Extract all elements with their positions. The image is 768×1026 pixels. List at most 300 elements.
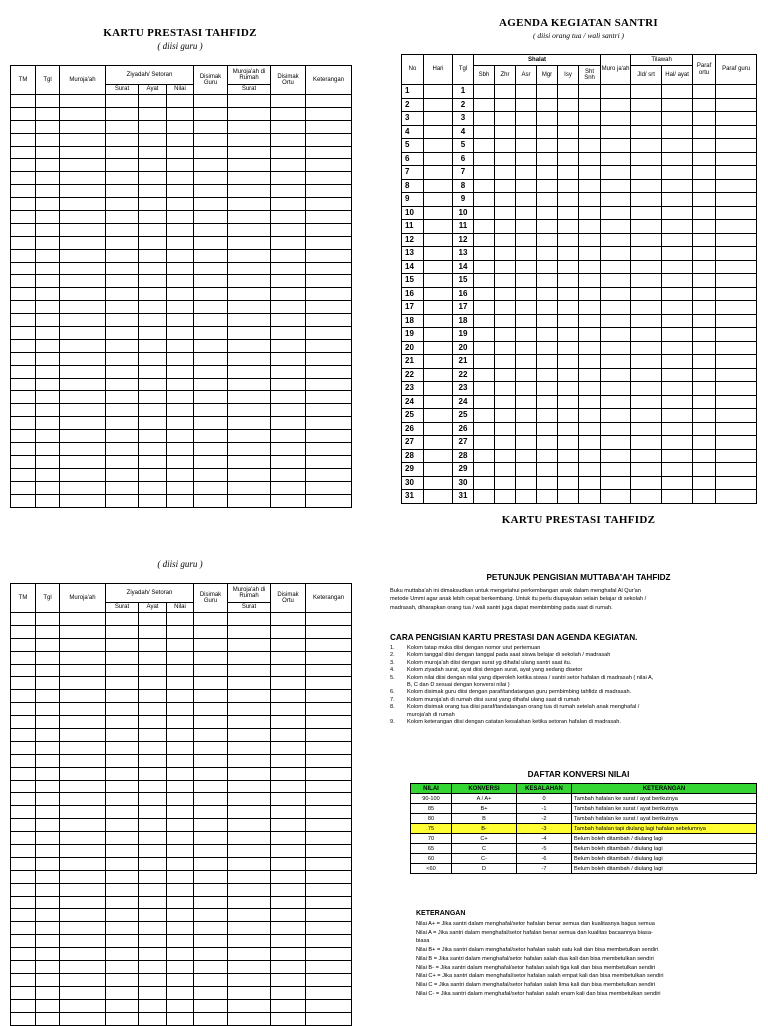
table-cell[interactable] <box>271 651 306 664</box>
agenda-cell[interactable] <box>601 220 631 234</box>
agenda-cell[interactable] <box>662 220 693 234</box>
table-cell[interactable] <box>60 638 106 651</box>
table-cell[interactable] <box>194 198 228 211</box>
table-cell[interactable] <box>36 741 60 754</box>
table-cell[interactable] <box>60 468 106 481</box>
table-cell[interactable] <box>11 690 36 703</box>
table-cell[interactable] <box>11 793 36 806</box>
table-cell[interactable] <box>194 327 228 340</box>
table-cell[interactable] <box>167 404 194 417</box>
table-cell[interactable] <box>139 301 167 314</box>
table-cell[interactable] <box>228 468 271 481</box>
table-cell[interactable] <box>36 690 60 703</box>
table-cell[interactable] <box>60 741 106 754</box>
agenda-cell[interactable] <box>474 166 495 180</box>
table-cell[interactable] <box>167 391 194 404</box>
table-cell[interactable] <box>36 249 60 262</box>
table-cell[interactable] <box>36 793 60 806</box>
table-cell[interactable] <box>11 339 36 352</box>
table-cell[interactable] <box>167 172 194 185</box>
agenda-cell[interactable] <box>579 463 601 477</box>
table-cell[interactable] <box>194 1012 228 1025</box>
table-cell[interactable] <box>194 223 228 236</box>
table-cell[interactable] <box>36 159 60 172</box>
agenda-cell[interactable] <box>474 179 495 193</box>
table-cell[interactable] <box>228 806 271 819</box>
table-cell[interactable] <box>306 741 352 754</box>
table-cell[interactable] <box>271 896 306 909</box>
table-cell[interactable] <box>167 857 194 870</box>
table-cell[interactable] <box>271 120 306 133</box>
agenda-cell[interactable] <box>558 476 579 490</box>
agenda-cell[interactable] <box>537 301 558 315</box>
agenda-cell[interactable] <box>693 368 716 382</box>
table-cell[interactable] <box>106 857 139 870</box>
agenda-cell[interactable] <box>693 193 716 207</box>
table-cell[interactable] <box>194 793 228 806</box>
table-cell[interactable] <box>139 327 167 340</box>
agenda-cell[interactable] <box>662 301 693 315</box>
table-cell[interactable] <box>271 793 306 806</box>
agenda-cell[interactable] <box>631 463 662 477</box>
agenda-cell[interactable] <box>474 314 495 328</box>
table-cell[interactable] <box>228 365 271 378</box>
table-cell[interactable] <box>194 249 228 262</box>
table-cell[interactable] <box>60 211 106 224</box>
agenda-cell[interactable] <box>516 449 537 463</box>
agenda-cell[interactable] <box>558 287 579 301</box>
agenda-cell[interactable] <box>693 382 716 396</box>
table-cell[interactable] <box>139 883 167 896</box>
agenda-cell[interactable] <box>516 341 537 355</box>
table-cell[interactable] <box>139 961 167 974</box>
agenda-cell[interactable] <box>579 206 601 220</box>
table-cell[interactable] <box>106 741 139 754</box>
agenda-cell[interactable] <box>537 287 558 301</box>
agenda-cell[interactable] <box>495 206 516 220</box>
table-cell[interactable] <box>60 133 106 146</box>
table-cell[interactable] <box>194 729 228 742</box>
table-cell[interactable] <box>167 948 194 961</box>
agenda-cell[interactable] <box>601 395 631 409</box>
agenda-cell[interactable] <box>601 247 631 261</box>
table-cell[interactable] <box>228 883 271 896</box>
table-cell[interactable] <box>194 95 228 108</box>
agenda-cell[interactable] <box>693 314 716 328</box>
table-cell[interactable] <box>11 986 36 999</box>
agenda-cell[interactable] <box>601 193 631 207</box>
table-cell[interactable] <box>194 481 228 494</box>
agenda-cell[interactable] <box>537 152 558 166</box>
agenda-cell[interactable] <box>693 112 716 126</box>
table-cell[interactable] <box>11 95 36 108</box>
agenda-cell[interactable] <box>579 341 601 355</box>
table-cell[interactable] <box>271 664 306 677</box>
table-cell[interactable] <box>106 948 139 961</box>
agenda-cell[interactable] <box>495 112 516 126</box>
table-cell[interactable] <box>228 896 271 909</box>
agenda-cell[interactable] <box>516 193 537 207</box>
table-cell[interactable] <box>60 909 106 922</box>
agenda-cell[interactable] <box>474 85 495 99</box>
agenda-cell[interactable] <box>631 449 662 463</box>
table-cell[interactable] <box>271 625 306 638</box>
table-cell[interactable] <box>271 95 306 108</box>
table-cell[interactable] <box>36 494 60 507</box>
agenda-cell[interactable] <box>693 449 716 463</box>
table-cell[interactable] <box>139 729 167 742</box>
table-cell[interactable] <box>36 95 60 108</box>
table-cell[interactable] <box>60 236 106 249</box>
table-cell[interactable] <box>11 404 36 417</box>
table-cell[interactable] <box>60 986 106 999</box>
table-cell[interactable] <box>194 613 228 626</box>
agenda-cell[interactable] <box>579 233 601 247</box>
agenda-cell[interactable] <box>662 490 693 504</box>
table-cell[interactable] <box>106 391 139 404</box>
agenda-cell[interactable] <box>558 233 579 247</box>
table-cell[interactable] <box>271 870 306 883</box>
table-cell[interactable] <box>139 236 167 249</box>
agenda-cell[interactable] <box>693 301 716 315</box>
table-cell[interactable] <box>139 275 167 288</box>
table-cell[interactable] <box>139 417 167 430</box>
agenda-cell[interactable] <box>662 476 693 490</box>
table-cell[interactable] <box>167 754 194 767</box>
table-cell[interactable] <box>271 275 306 288</box>
agenda-cell[interactable] <box>474 476 495 490</box>
agenda-cell[interactable] <box>495 220 516 234</box>
table-cell[interactable] <box>271 146 306 159</box>
table-cell[interactable] <box>228 314 271 327</box>
table-cell[interactable] <box>60 935 106 948</box>
agenda-cell[interactable] <box>495 139 516 153</box>
table-cell[interactable] <box>36 806 60 819</box>
table-cell[interactable] <box>194 845 228 858</box>
table-cell[interactable] <box>228 716 271 729</box>
table-cell[interactable] <box>60 677 106 690</box>
table-cell[interactable] <box>306 275 352 288</box>
agenda-cell[interactable] <box>716 490 757 504</box>
agenda-cell[interactable] <box>662 368 693 382</box>
agenda-cell[interactable] <box>631 355 662 369</box>
agenda-cell[interactable] <box>716 247 757 261</box>
table-cell[interactable] <box>167 159 194 172</box>
table-cell[interactable] <box>139 391 167 404</box>
agenda-cell[interactable] <box>537 193 558 207</box>
table-cell[interactable] <box>36 314 60 327</box>
table-cell[interactable] <box>167 417 194 430</box>
table-cell[interactable] <box>271 107 306 120</box>
agenda-cell[interactable] <box>601 260 631 274</box>
table-cell[interactable] <box>106 301 139 314</box>
table-cell[interactable] <box>167 95 194 108</box>
table-cell[interactable] <box>36 211 60 224</box>
table-cell[interactable] <box>306 986 352 999</box>
table-cell[interactable] <box>139 146 167 159</box>
table-cell[interactable] <box>228 703 271 716</box>
table-cell[interactable] <box>60 922 106 935</box>
agenda-cell[interactable] <box>631 233 662 247</box>
table-cell[interactable] <box>228 172 271 185</box>
agenda-cell[interactable] <box>558 436 579 450</box>
table-cell[interactable] <box>306 146 352 159</box>
table-cell[interactable] <box>271 703 306 716</box>
table-cell[interactable] <box>139 677 167 690</box>
table-cell[interactable] <box>60 404 106 417</box>
table-cell[interactable] <box>194 288 228 301</box>
table-cell[interactable] <box>306 845 352 858</box>
agenda-cell[interactable] <box>693 85 716 99</box>
agenda-cell[interactable] <box>662 328 693 342</box>
table-cell[interactable] <box>106 767 139 780</box>
agenda-cell[interactable] <box>474 139 495 153</box>
table-cell[interactable] <box>36 677 60 690</box>
agenda-cell[interactable] <box>662 382 693 396</box>
table-cell[interactable] <box>60 494 106 507</box>
table-cell[interactable] <box>139 870 167 883</box>
agenda-cell[interactable] <box>495 125 516 139</box>
table-cell[interactable] <box>11 352 36 365</box>
agenda-cell[interactable] <box>474 112 495 126</box>
table-cell[interactable] <box>271 973 306 986</box>
agenda-cell[interactable] <box>631 328 662 342</box>
table-cell[interactable] <box>306 613 352 626</box>
agenda-cell[interactable] <box>424 476 453 490</box>
agenda-cell[interactable] <box>693 436 716 450</box>
table-cell[interactable] <box>306 133 352 146</box>
table-cell[interactable] <box>36 870 60 883</box>
table-cell[interactable] <box>106 211 139 224</box>
agenda-cell[interactable] <box>716 409 757 423</box>
table-cell[interactable] <box>139 780 167 793</box>
agenda-cell[interactable] <box>579 260 601 274</box>
agenda-cell[interactable] <box>474 490 495 504</box>
table-cell[interactable] <box>60 481 106 494</box>
table-cell[interactable] <box>167 935 194 948</box>
table-cell[interactable] <box>306 1012 352 1025</box>
agenda-cell[interactable] <box>537 139 558 153</box>
agenda-cell[interactable] <box>495 382 516 396</box>
table-cell[interactable] <box>271 365 306 378</box>
table-cell[interactable] <box>194 391 228 404</box>
table-cell[interactable] <box>60 973 106 986</box>
agenda-cell[interactable] <box>474 98 495 112</box>
table-cell[interactable] <box>106 430 139 443</box>
agenda-cell[interactable] <box>693 206 716 220</box>
table-cell[interactable] <box>36 999 60 1012</box>
agenda-cell[interactable] <box>424 98 453 112</box>
table-cell[interactable] <box>36 352 60 365</box>
table-cell[interactable] <box>167 211 194 224</box>
agenda-cell[interactable] <box>537 274 558 288</box>
agenda-cell[interactable] <box>537 125 558 139</box>
agenda-cell[interactable] <box>495 287 516 301</box>
table-cell[interactable] <box>139 832 167 845</box>
agenda-cell[interactable] <box>716 395 757 409</box>
table-cell[interactable] <box>36 819 60 832</box>
agenda-cell[interactable] <box>716 85 757 99</box>
table-cell[interactable] <box>36 468 60 481</box>
agenda-cell[interactable] <box>716 233 757 247</box>
table-cell[interactable] <box>228 198 271 211</box>
table-cell[interactable] <box>106 468 139 481</box>
table-cell[interactable] <box>60 999 106 1012</box>
table-cell[interactable] <box>167 301 194 314</box>
agenda-cell[interactable] <box>558 463 579 477</box>
agenda-cell[interactable] <box>579 287 601 301</box>
table-cell[interactable] <box>36 391 60 404</box>
table-cell[interactable] <box>228 819 271 832</box>
table-cell[interactable] <box>106 455 139 468</box>
table-cell[interactable] <box>167 961 194 974</box>
table-cell[interactable] <box>271 481 306 494</box>
table-cell[interactable] <box>106 443 139 456</box>
agenda-cell[interactable] <box>474 206 495 220</box>
table-cell[interactable] <box>60 339 106 352</box>
agenda-cell[interactable] <box>537 85 558 99</box>
table-cell[interactable] <box>106 819 139 832</box>
table-cell[interactable] <box>139 288 167 301</box>
agenda-cell[interactable] <box>516 436 537 450</box>
agenda-cell[interactable] <box>558 395 579 409</box>
table-cell[interactable] <box>271 327 306 340</box>
agenda-cell[interactable] <box>537 206 558 220</box>
table-cell[interactable] <box>306 857 352 870</box>
table-cell[interactable] <box>36 430 60 443</box>
table-cell[interactable] <box>306 935 352 948</box>
table-cell[interactable] <box>106 870 139 883</box>
agenda-cell[interactable] <box>579 179 601 193</box>
table-cell[interactable] <box>306 651 352 664</box>
table-cell[interactable] <box>228 120 271 133</box>
table-cell[interactable] <box>194 365 228 378</box>
table-cell[interactable] <box>11 922 36 935</box>
table-cell[interactable] <box>228 133 271 146</box>
table-cell[interactable] <box>228 961 271 974</box>
agenda-cell[interactable] <box>495 193 516 207</box>
table-cell[interactable] <box>167 986 194 999</box>
agenda-cell[interactable] <box>474 395 495 409</box>
table-cell[interactable] <box>194 870 228 883</box>
agenda-cell[interactable] <box>537 463 558 477</box>
table-cell[interactable] <box>36 857 60 870</box>
agenda-cell[interactable] <box>424 301 453 315</box>
table-cell[interactable] <box>271 741 306 754</box>
table-cell[interactable] <box>306 973 352 986</box>
table-cell[interactable] <box>36 664 60 677</box>
agenda-cell[interactable] <box>662 125 693 139</box>
agenda-cell[interactable] <box>558 490 579 504</box>
table-cell[interactable] <box>306 729 352 742</box>
table-cell[interactable] <box>194 677 228 690</box>
table-cell[interactable] <box>106 159 139 172</box>
table-cell[interactable] <box>139 339 167 352</box>
agenda-cell[interactable] <box>558 112 579 126</box>
table-cell[interactable] <box>60 443 106 456</box>
agenda-cell[interactable] <box>495 409 516 423</box>
agenda-cell[interactable] <box>424 274 453 288</box>
table-cell[interactable] <box>194 378 228 391</box>
table-cell[interactable] <box>194 275 228 288</box>
table-cell[interactable] <box>306 767 352 780</box>
table-cell[interactable] <box>306 455 352 468</box>
table-cell[interactable] <box>11 638 36 651</box>
agenda-cell[interactable] <box>558 355 579 369</box>
table-cell[interactable] <box>271 909 306 922</box>
table-cell[interactable] <box>306 961 352 974</box>
table-cell[interactable] <box>306 806 352 819</box>
table-cell[interactable] <box>139 481 167 494</box>
table-cell[interactable] <box>106 793 139 806</box>
table-cell[interactable] <box>271 288 306 301</box>
agenda-cell[interactable] <box>495 463 516 477</box>
table-cell[interactable] <box>167 845 194 858</box>
table-cell[interactable] <box>36 948 60 961</box>
agenda-cell[interactable] <box>579 301 601 315</box>
agenda-cell[interactable] <box>516 355 537 369</box>
table-cell[interactable] <box>194 986 228 999</box>
table-cell[interactable] <box>11 780 36 793</box>
table-cell[interactable] <box>11 948 36 961</box>
agenda-cell[interactable] <box>631 368 662 382</box>
table-cell[interactable] <box>194 819 228 832</box>
agenda-cell[interactable] <box>474 287 495 301</box>
table-cell[interactable] <box>306 494 352 507</box>
table-cell[interactable] <box>106 275 139 288</box>
table-cell[interactable] <box>60 95 106 108</box>
table-cell[interactable] <box>60 961 106 974</box>
agenda-cell[interactable] <box>424 463 453 477</box>
table-cell[interactable] <box>60 430 106 443</box>
table-cell[interactable] <box>194 664 228 677</box>
table-cell[interactable] <box>36 133 60 146</box>
agenda-cell[interactable] <box>558 301 579 315</box>
agenda-cell[interactable] <box>474 341 495 355</box>
agenda-cell[interactable] <box>631 395 662 409</box>
agenda-cell[interactable] <box>537 220 558 234</box>
table-cell[interactable] <box>271 443 306 456</box>
table-cell[interactable] <box>139 973 167 986</box>
agenda-cell[interactable] <box>662 355 693 369</box>
agenda-cell[interactable] <box>662 463 693 477</box>
table-cell[interactable] <box>139 716 167 729</box>
table-cell[interactable] <box>306 443 352 456</box>
agenda-cell[interactable] <box>716 341 757 355</box>
agenda-cell[interactable] <box>495 233 516 247</box>
agenda-cell[interactable] <box>716 436 757 450</box>
table-cell[interactable] <box>271 378 306 391</box>
agenda-cell[interactable] <box>424 328 453 342</box>
table-cell[interactable] <box>167 703 194 716</box>
table-cell[interactable] <box>106 896 139 909</box>
agenda-cell[interactable] <box>716 206 757 220</box>
table-cell[interactable] <box>167 806 194 819</box>
table-cell[interactable] <box>228 870 271 883</box>
agenda-cell[interactable] <box>716 382 757 396</box>
table-cell[interactable] <box>167 896 194 909</box>
table-cell[interactable] <box>306 223 352 236</box>
agenda-cell[interactable] <box>601 166 631 180</box>
agenda-cell[interactable] <box>601 139 631 153</box>
table-cell[interactable] <box>11 249 36 262</box>
table-cell[interactable] <box>60 806 106 819</box>
table-cell[interactable] <box>228 909 271 922</box>
agenda-cell[interactable] <box>424 260 453 274</box>
table-cell[interactable] <box>167 146 194 159</box>
agenda-cell[interactable] <box>424 314 453 328</box>
agenda-cell[interactable] <box>495 476 516 490</box>
